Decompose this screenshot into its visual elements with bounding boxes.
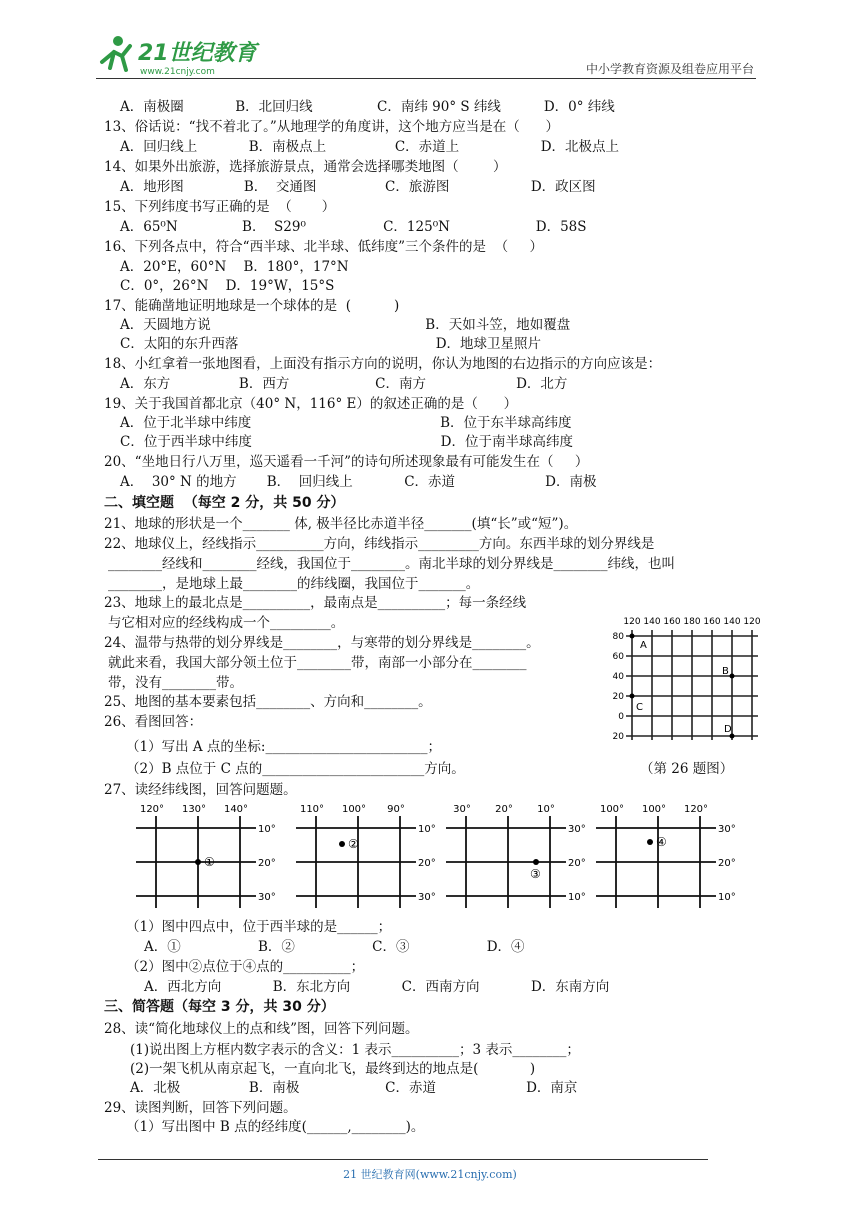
text-line: C．太阳的东升西落 D．地球卫星照片 [120, 336, 542, 352]
map-point [195, 859, 201, 865]
grid-top-label: 180 [683, 617, 701, 627]
grid-top-label: 120 [623, 617, 641, 627]
grid-point-label: D [724, 724, 732, 735]
text-line: ________经线和________经线，我国位于________。南北半球的划分界线是________纬线，也叫 [108, 556, 675, 572]
map-top-label: 110° [299, 804, 325, 815]
grid-top-label: 140 [643, 617, 661, 627]
text-line: 14、如果外出旅游，选择旅游景点，通常会选择哪类地图（ ） [104, 159, 507, 175]
brand-name: 21世纪教育 [138, 41, 257, 66]
text-line: 20、“坐地日行八万里，巡天遥看一千河”的诗句所述现象最有可能发生在（ ） [104, 454, 589, 470]
text-line: 22、地球仪上，经线指示__________方向，纬线指示_________方向。东西半球的划分界线是 [104, 536, 655, 552]
text-line: 就此来看，我国大部分领土位于________带，南部一小部分在________ [108, 655, 527, 671]
text-line: C．位于西半球中纬度 D．位于南半球高纬度 [120, 434, 573, 450]
text-line: A．地形图 B． 交通图 C．旅游图 D．政区图 [120, 179, 596, 195]
text-line: （1）写出 A 点的坐标:________________________； [126, 739, 441, 755]
grid-left-label: 60 [612, 652, 624, 662]
text-line: 17、能确凿地证明地球是一个球体的是 ( ) [104, 298, 400, 314]
section-heading: 三、简答题（每空 3 分，共 30 分） [104, 999, 335, 1015]
section-heading: 二、填空题 （每空 2 分，共 50 分） [104, 495, 345, 511]
grid-top-label: 160 [663, 617, 681, 627]
brand-url: www.21cnjy.com [140, 67, 215, 77]
text-line: 13、俗话说：“找不着北了。”从地理学的角度讲，这个地方应当是在（ ） [104, 119, 559, 135]
text-line: 26、看图回答： [104, 714, 203, 730]
map-right-label: 30° [718, 824, 736, 835]
grid-left-label: 20 [612, 732, 624, 742]
header-divider [96, 78, 756, 79]
text-line: (1)说出图上方框内数字表示的含义：1 表示__________；3 表示________； [130, 1042, 580, 1058]
text-line: 与它相对应的经线构成一个_________。 [108, 615, 345, 631]
map-top-label: 30° [453, 804, 471, 815]
grid-point-label: B [722, 666, 729, 677]
text-line: A． 30° N 的地方 B． 回归线上 C．赤道 D．南极 [120, 474, 597, 490]
text-line: A．位于北半球中纬度 B．位于东半球高纬度 [120, 415, 572, 431]
map-top-label: 100° [641, 804, 667, 815]
text-line: 25、地图的基本要素包括________、方向和________。 [104, 694, 432, 710]
map-point-label: ② [348, 837, 359, 851]
map-top-label: 130° [181, 804, 207, 815]
map-point-label: ③ [530, 867, 541, 881]
map-top-label: 90° [387, 804, 405, 815]
platform-label: 中小学教育资源及组卷应用平台 [585, 62, 754, 76]
map-top-label: 10° [537, 804, 555, 815]
map-top-label: 100° [341, 804, 367, 815]
map-right-label: 10° [568, 892, 586, 903]
text-line: 15、下列纬度书写正确的是 （ ） [104, 199, 336, 215]
map-top-label: 120° [139, 804, 165, 815]
text-line: A．天圆地方说 B．天如斗笠，地如覆盘 [120, 317, 571, 333]
grid-top-label: 160 [703, 617, 721, 627]
text-line: A．北极 B．南极 C．赤道 D．南京 [130, 1080, 578, 1096]
footer-divider [98, 1159, 708, 1160]
text-line: A．西北方向 B．东北方向 C．西南方向 D．东南方向 [144, 979, 610, 995]
map-point-label: ④ [656, 835, 667, 849]
map-point [647, 839, 653, 845]
text-line: A．回归线上 B．南极点上 C．赤道上 D．北极点上 [120, 139, 620, 155]
text-line: A．南极圈 B．北回归线 C．南纬 90° S 纬线 D．0° 纬线 [120, 99, 615, 115]
map-right-label: 20° [568, 858, 586, 869]
text-line: 24、温带与热带的划分界线是________，与寒带的划分界线是________。 [104, 635, 540, 651]
text-line: A．20°E，60°N B．180°，17°N [120, 259, 349, 275]
map-right-label: 20° [418, 858, 436, 869]
runner-icon [102, 36, 130, 70]
footer-text: 21 世纪教育网(www.21cnjy.com) [343, 1168, 517, 1181]
grid-left-label: 0 [618, 712, 624, 722]
map-right-label: 20° [718, 858, 736, 869]
text-line: A．东方 B．西方 C．南方 D．北方 [120, 376, 568, 392]
map-right-label: 30° [418, 892, 436, 903]
brand-logo [96, 32, 266, 78]
map-right-label: 30° [568, 824, 586, 835]
figure-26-caption: （第 26 题图） [640, 761, 734, 777]
map-point [339, 841, 345, 847]
text-line: 21、地球的形状是一个_______ 体, 极半径比赤道半径_______(填“长”或“短”)。 [104, 516, 578, 532]
grid-left-label: 80 [612, 632, 624, 642]
map-top-label: 100° [599, 804, 625, 815]
text-line: （1）图中四点中，位于西半球的是______； [126, 919, 392, 935]
text-line: A．① B．② C．③ D．④ [144, 939, 525, 955]
grid-point [730, 674, 735, 679]
map-right-label: 20° [258, 858, 276, 869]
figure-27 [136, 800, 736, 910]
grid-top-label: 120 [743, 617, 761, 627]
grid-point [630, 634, 635, 639]
text-line: 23、地球上的最北点是__________，最南点是__________；每一条经线 [104, 595, 527, 611]
map-top-label: 20° [495, 804, 513, 815]
grid-left-label: 40 [612, 672, 624, 682]
text-line: C．0°，26°N D．19°W，15°S [120, 278, 335, 294]
text-line: （1）写出图中 B 点的经纬度(______,________)。 [126, 1119, 425, 1135]
text-line: 19、关于我国首都北京（40° N，116° E）的叙述正确的是（ ） [104, 396, 518, 412]
text-line: 28、读“简化地球仪上的点和线”图，回答下列问题。 [104, 1021, 419, 1037]
map-point [533, 859, 539, 865]
map-right-label: 10° [718, 892, 736, 903]
text-line: （2）图中②点位于④点的__________； [126, 959, 365, 975]
map-right-label: 10° [418, 824, 436, 835]
map-right-label: 10° [258, 824, 276, 835]
text-line: 27、读经纬线图，回答问题题。 [104, 782, 297, 798]
grid-point-label: A [640, 640, 647, 651]
grid-left-label: 20 [612, 692, 624, 702]
text-line: (2)一架飞机从南京起飞，一直向北飞，最终到达的地点是( ) [130, 1061, 536, 1077]
text-line: ________，是地球上最________的纬线圈，我国位于_______。 [108, 576, 480, 592]
grid-point-label: C [636, 702, 643, 713]
text-line: 16、下列各点中，符合“西半球、北半球、低纬度”三个条件的是 （ ） [104, 239, 544, 255]
figure-26 [608, 612, 768, 782]
grid-top-label: 140 [723, 617, 741, 627]
text-line: 29、读图判断，回答下列问题。 [104, 1100, 297, 1116]
map-top-label: 120° [683, 804, 709, 815]
grid-point [630, 694, 635, 699]
text-line: （2）B 点位于 C 点的________________________方向。 [126, 761, 465, 777]
map-right-label: 30° [258, 892, 276, 903]
text-line: 带，没有________带。 [108, 675, 243, 691]
text-line: 18、小红拿着一张地图看，上面没有指示方向的说明，你认为地图的右边指示的方向应该是： [104, 356, 662, 372]
map-point-label: ① [204, 855, 215, 869]
text-line: A．65⁰N B． S29⁰ C．125⁰N D．58S [120, 219, 587, 235]
map-top-label: 140° [223, 804, 249, 815]
